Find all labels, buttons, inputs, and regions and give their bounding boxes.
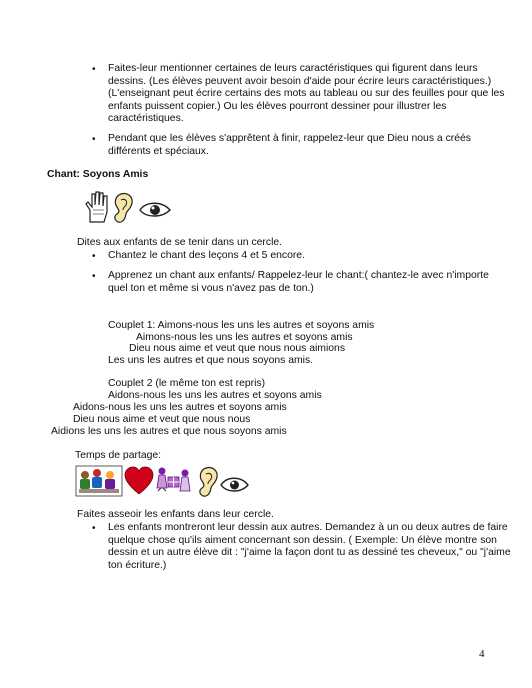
page-number: 4 bbox=[479, 648, 485, 660]
couplet-line: Dieu nous aime et veut que nous nous aimions bbox=[129, 343, 346, 354]
partage-intro: Faites asseoir les enfants dans leur cercle. bbox=[77, 509, 274, 520]
chant-instruction: Apprenez un chant aux enfants/ Rappelez-leur le chant:( chantez-le avec n'importe quel ton et même si vous n'avez pas de ton.) bbox=[108, 270, 489, 294]
hand-icon bbox=[86, 192, 107, 222]
couplet-line: Couplet 1: Aimons-nous les uns les autres et soyons amis bbox=[108, 320, 375, 331]
circle-instruction: Dites aux enfants de se tenir dans un cercle. bbox=[77, 237, 283, 248]
couplet-line: Aidions les uns les autres et que nous soyons amis bbox=[51, 426, 287, 437]
bullet-marker: • bbox=[92, 64, 96, 75]
bullet-marker: • bbox=[92, 251, 96, 262]
section-subtitle: Temps de partage: bbox=[75, 450, 162, 461]
heart-icon bbox=[125, 467, 153, 494]
bullet-marker: • bbox=[92, 523, 96, 534]
bullet-marker: • bbox=[92, 134, 96, 145]
gift-giving-icon bbox=[157, 468, 190, 492]
instruction-paragraph: Faites-leur mentionner certaines de leurs caractéristiques qui figurent dans leurs dessins. (Les élèves peuvent avoir besoin d'aide pour écrire leurs caractéristiques.)(L'enseignant peut écrire certains des mots au tableau ou sur des feuilles pour que les enfants puissent copier.) Ou les élèves pourront dessiner pour illustrer les caractéristiques. bbox=[108, 63, 505, 125]
couplet-line: Couplet 2 (le même ton est repris) bbox=[108, 378, 266, 389]
couplet-line: Les uns les autres et que nous soyons amis. bbox=[108, 355, 314, 366]
couplet-line: Aidons-nous les uns les autres et soyons amis bbox=[73, 402, 287, 413]
couplet-line: Aidons-nous les uns les autres et soyons amis bbox=[108, 390, 322, 401]
children-group-icon bbox=[76, 466, 122, 496]
eye-icon bbox=[140, 203, 170, 216]
section-title: Chant: Soyons Amis bbox=[47, 169, 149, 180]
partage-icons bbox=[75, 464, 250, 498]
ear-icon bbox=[115, 194, 132, 223]
ear-icon bbox=[200, 468, 217, 497]
chant-instruction: Chantez le chant des leçons 4 et 5 encore. bbox=[108, 250, 305, 261]
instruction-paragraph: Pendant que les élèves s'apprêtent à finir, rappelez-leur que Dieu nous a créés différents et spéciaux. bbox=[108, 133, 471, 157]
partage-instruction: Les enfants montreront leur dessin aux autres. Demandez à un ou deux autres de faire quelque chose qu'ils aiment concernant son dessin. ( Exemple: Un élève montre son dessin et un autre élève dit : "j'aime la façon dont tu as dessiné tes cheveux," ou "j'aime ton écriture.) bbox=[108, 522, 511, 571]
chant-icons bbox=[84, 190, 174, 224]
couplet-line: Aimons-nous les uns les autres et soyons amis bbox=[136, 332, 353, 343]
bullet-marker: • bbox=[92, 271, 96, 282]
couplet-line: Dieu nous aime et veut que nous nous bbox=[73, 414, 251, 425]
eye-icon bbox=[221, 478, 248, 491]
